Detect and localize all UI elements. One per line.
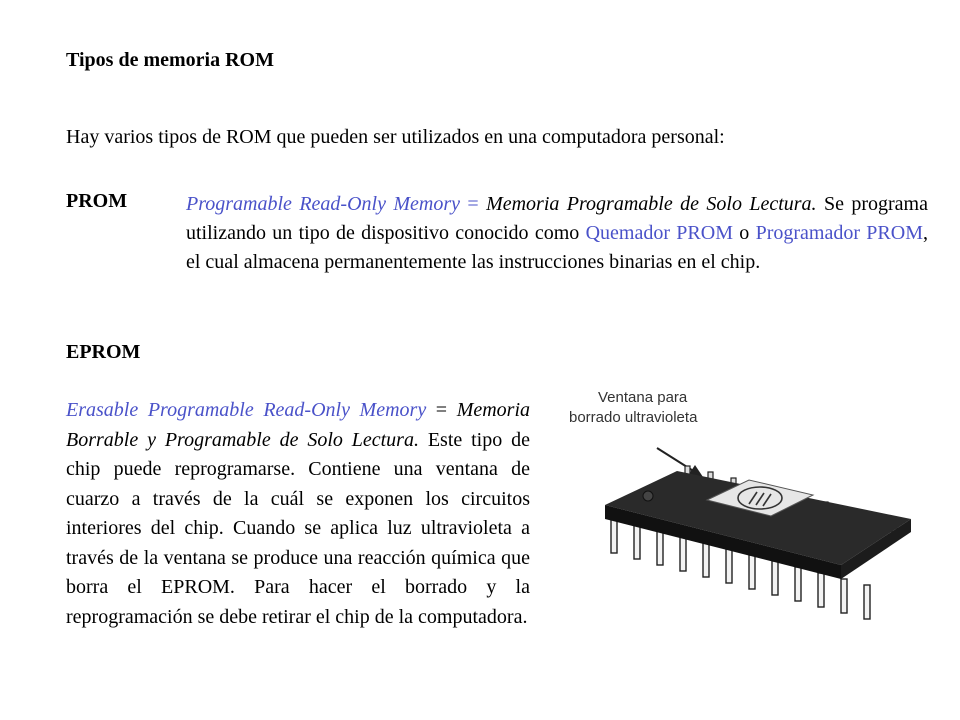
page-title: Tipos de memoria ROM xyxy=(66,49,274,71)
prom-text-3: , el cual almacena permanentemente las instrucciones binarias en el chip. xyxy=(186,222,928,273)
prom-term: PROM xyxy=(66,190,128,212)
eprom-chip-figure xyxy=(565,388,937,636)
prom-text-2: o xyxy=(733,222,756,244)
eprom-equals: = xyxy=(426,399,457,421)
prom-description xyxy=(186,190,928,277)
eprom-spanish-name: Memoria Borrable y Programable de Solo Lectura. xyxy=(66,399,531,451)
figure-caption-line-1: Ventana para xyxy=(598,389,688,406)
figure-caption-line-2: borrado ultravioleta xyxy=(569,409,698,426)
eprom-text: Este tipo de chip puede reprogramarse. Contiene una ventana de cuarzo a través de la cuál se exponen los circuitos interiores del chip. Cuando se aplica luz ultravioleta a través de la ventana se produce una reacción química que borra el EPROM. Para hacer el borrado y la reprogramación se debe retirar el chip de la computadora. xyxy=(66,428,530,628)
prom-text-1: Se programa utilizando un tipo de dispositivo conocido como xyxy=(186,193,928,244)
prom-link-quemador[interactable]: Quemador PROM xyxy=(585,222,733,244)
intro-paragraph: Hay varios tipos de ROM que pueden ser utilizados en una computadora personal: xyxy=(66,126,725,148)
figure-caption xyxy=(565,388,805,428)
prom-english-name: Programable Read-Only Memory xyxy=(186,193,460,215)
prom-spanish-name: Memoria Programable de Solo Lectura. xyxy=(486,193,817,215)
eprom-description xyxy=(66,396,530,632)
prom-link-programador[interactable]: Programador PROM xyxy=(755,222,923,244)
prom-equals: = xyxy=(460,193,487,215)
eprom-term: EPROM xyxy=(66,341,141,363)
eprom-english-name: Erasable Programable Read-Only Memory xyxy=(66,399,427,421)
